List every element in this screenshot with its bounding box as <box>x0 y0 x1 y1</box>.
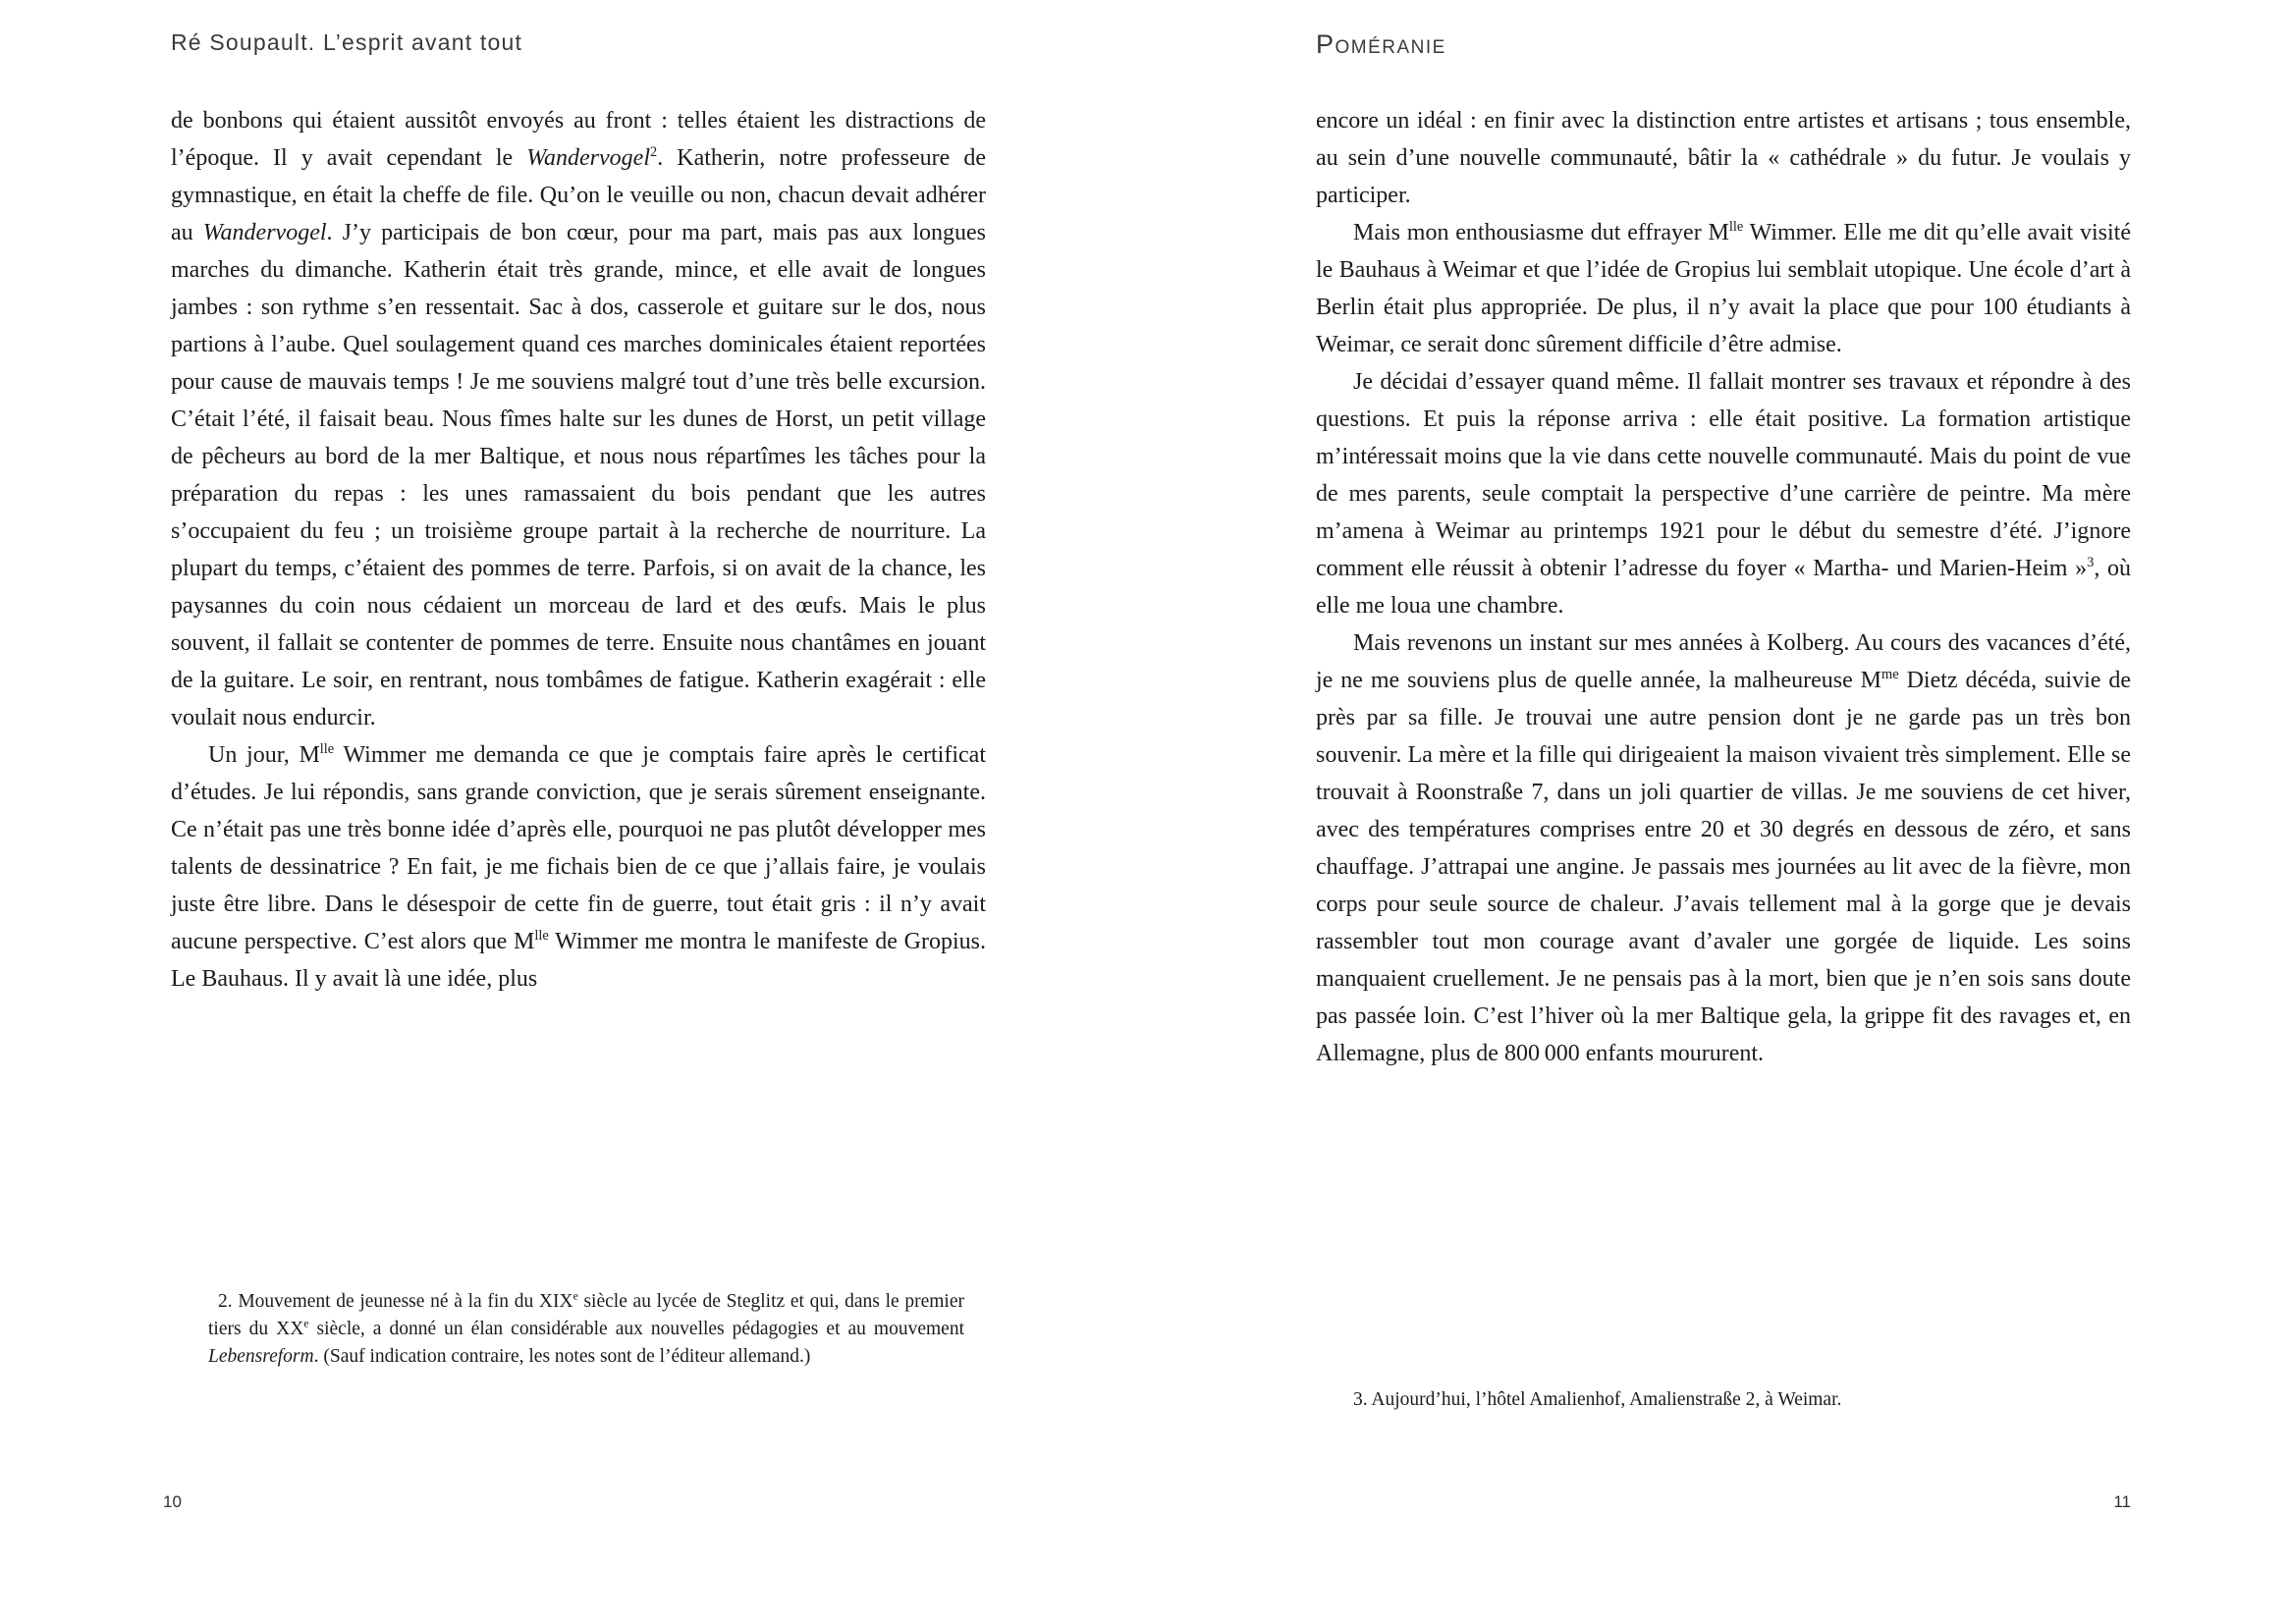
text-run: Wimmer me demanda ce que je comptais faire après le certificat d’études. Je lui répondis, sans grande conviction, que je serais sûrement enseignante. Ce n’était pas une très bonne idée d’après elle, pourquoi ne pas plutôt développer mes talents de dessinatrice ? En fait, je me fichais bien de ce que j’allais faire, je voulais juste être libre. Dans le désespoir de cette fin de guerre, tout était gris : il n’y avait aucune perspective. C’est alors que M <box>171 742 986 954</box>
body-text-right <box>1316 102 2131 1072</box>
superscript: lle <box>534 928 549 944</box>
superscript: me <box>1881 667 1899 682</box>
footnote-left <box>208 1288 964 1371</box>
text-run: Je décidai d’essayer quand même. Il fallait montrer ses travaux et répondre à des questions. Et puis la réponse arriva : elle était positive. La formation artistique m’intéressait moins que la vie dans cette nouvelle communauté. Mais du point de vue de mes parents, seule comptait la perspective d’une carrière de peintre. Ma mère m’amena à Weimar au printemps 1921 pour le début du semestre d’été. J’ignore comment elle réussit à obtenir l’adresse du foyer « Martha- und Marien-Heim » <box>1316 369 2131 581</box>
page-left <box>0 0 1144 1624</box>
text-run: . Katherin, notre professeure de gymnastique, en était la cheffe de file. Qu’on le veuille ou non, chacun devait adhérer au <box>171 145 986 245</box>
italic-run: Wandervogel <box>202 220 327 245</box>
text-run: 3. Aujourd’hui, l’hôtel Amalienhof, Amalienstraße 2, à Weimar. <box>1353 1389 1842 1410</box>
text-run: , où elle me loua une chambre. <box>1316 556 2131 619</box>
text-run: Mais revenons un instant sur mes années à Kolberg. Au cours des vacances d’été, je ne me souviens plus de quelle année, la malheureuse M <box>1316 630 2131 693</box>
paragraph <box>171 102 986 736</box>
footnote-right <box>1353 1386 2129 1414</box>
italic-run: Lebensreform <box>208 1346 314 1367</box>
text-run: encore un idéal : en finir avec la distinction entre artistes et artisans ; tous ensemble, au sein d’une nouvelle communauté, bâtir la « cathédrale » du futur. Je voulais y participer. <box>1316 108 2131 208</box>
text-run: . (Sauf indication contraire, les notes sont de l’éditeur allemand.) <box>313 1346 811 1367</box>
page-number-left: 10 <box>163 1492 182 1511</box>
superscript: lle <box>1728 219 1744 235</box>
text-run: Dietz décéda, suivie de près par sa fille. Je trouvai une autre pension dont je ne garde pas un très bon souvenir. La mère et la fille qui dirigeaient la maison vivaient très simplement. Elle se trouvait à Roonstraße 7, dans un joli quartier de villas. Je me souviens de cet hiver, avec des températures comprises entre 20 et 30 degrés en dessous de zéro, et sans chauffage. J’attrapai une angine. Je passais mes journées au lit avec de la fièvre, mon corps pour seule source de chaleur. J’avais tellement mal à la gorge que je devais rassembler tout mon courage avant d’avaler une gorgée de liquide. Les soins manquaient cruellement. Je ne pensais pas à la mort, bien que je n’en sois sans doute pas passée loin. C’est l’hiver où la mer Baltique gela, la grippe fit des ravages et, en Allemagne, plus de 800 000 enfants moururent. <box>1316 668 2131 1066</box>
paragraph <box>1316 214 2131 363</box>
superscript: 2 <box>650 144 658 160</box>
text-run: siècle, a donné un élan considérable aux nouvelles pédagogies et au mouvement <box>308 1319 964 1339</box>
superscript: 3 <box>2087 555 2095 570</box>
body-text-left <box>171 102 986 998</box>
text-run: Un jour, M <box>208 742 320 768</box>
running-header-left: Ré Soupault. L’esprit avant tout <box>171 29 523 55</box>
italic-run: Wandervogel <box>526 145 650 171</box>
text-run: 2. Mouvement de jeunesse né à la fin du XIX <box>218 1291 573 1312</box>
paragraph <box>1316 624 2131 1072</box>
page-right <box>1145 0 2289 1624</box>
text-run: Mais mon enthousiasme dut effrayer M <box>1353 220 1729 245</box>
paragraph <box>171 736 986 998</box>
text-run: Wimmer me montra le manifeste de Gropius. Le Bauhaus. Il y avait là une idée, plus <box>171 929 986 992</box>
running-header-right: Poméranie <box>1316 29 1446 59</box>
text-run: siècle au lycée de Steglitz et qui, dans le premier tiers du XX <box>208 1291 964 1339</box>
text-run: Wimmer. Elle me dit qu’elle avait visité le Bauhaus à Weimar et que l’idée de Gropius lui semblait utopique. Une école d’art à Berlin était plus appropriée. De plus, il n’y avait la place que pour 100 étudiants à Weimar, ce serait donc sûrement difficile d’être admise. <box>1316 220 2131 357</box>
superscript: e <box>572 1289 578 1303</box>
superscript: e <box>303 1317 309 1330</box>
page-number-right: 11 <box>2113 1492 2131 1511</box>
text-run: . J’y participais de bon cœur, pour ma part, mais pas aux longues marches du dimanche. Katherin était très grande, mince, et elle avait de longues jambes : son rythme s’en ressentait. Sac à dos, casserole et guitare sur le dos, nous partions à l’aube. Quel soulagement quand ces marches dominicales étaient reportées pour cause de mauvais temps ! Je me souviens malgré tout d’une très belle excursion. C’était l’été, il faisait beau. Nous fîmes halte sur les dunes de Horst, un petit village de pêcheurs au bord de la mer Baltique, et nous nous répartîmes les tâches pour la préparation du repas : les unes ramassaient du bois pendant que les autres s’occupaient du feu ; un troisième groupe partait à la recherche de nourriture. La plupart du temps, c’étaient des pommes de terre. Parfois, si on avait de la chance, les paysannes du coin nous cédaient un morceau de lard et des œufs. Mais le plus souvent, il fallait se contenter de pommes de terre. Ensuite nous chantâmes en jouant de la guitare. Le soir, en rentrant, nous tombâmes de fatigue. Katherin exagérait : elle voulait nous endurcir. <box>171 220 987 731</box>
paragraph <box>1316 363 2131 624</box>
paragraph <box>1316 102 2131 214</box>
superscript: lle <box>319 741 335 757</box>
text-run: de bonbons qui étaient aussitôt envoyés au front : telles étaient les distractions de l’époque. Il y avait cependant le <box>171 108 986 171</box>
